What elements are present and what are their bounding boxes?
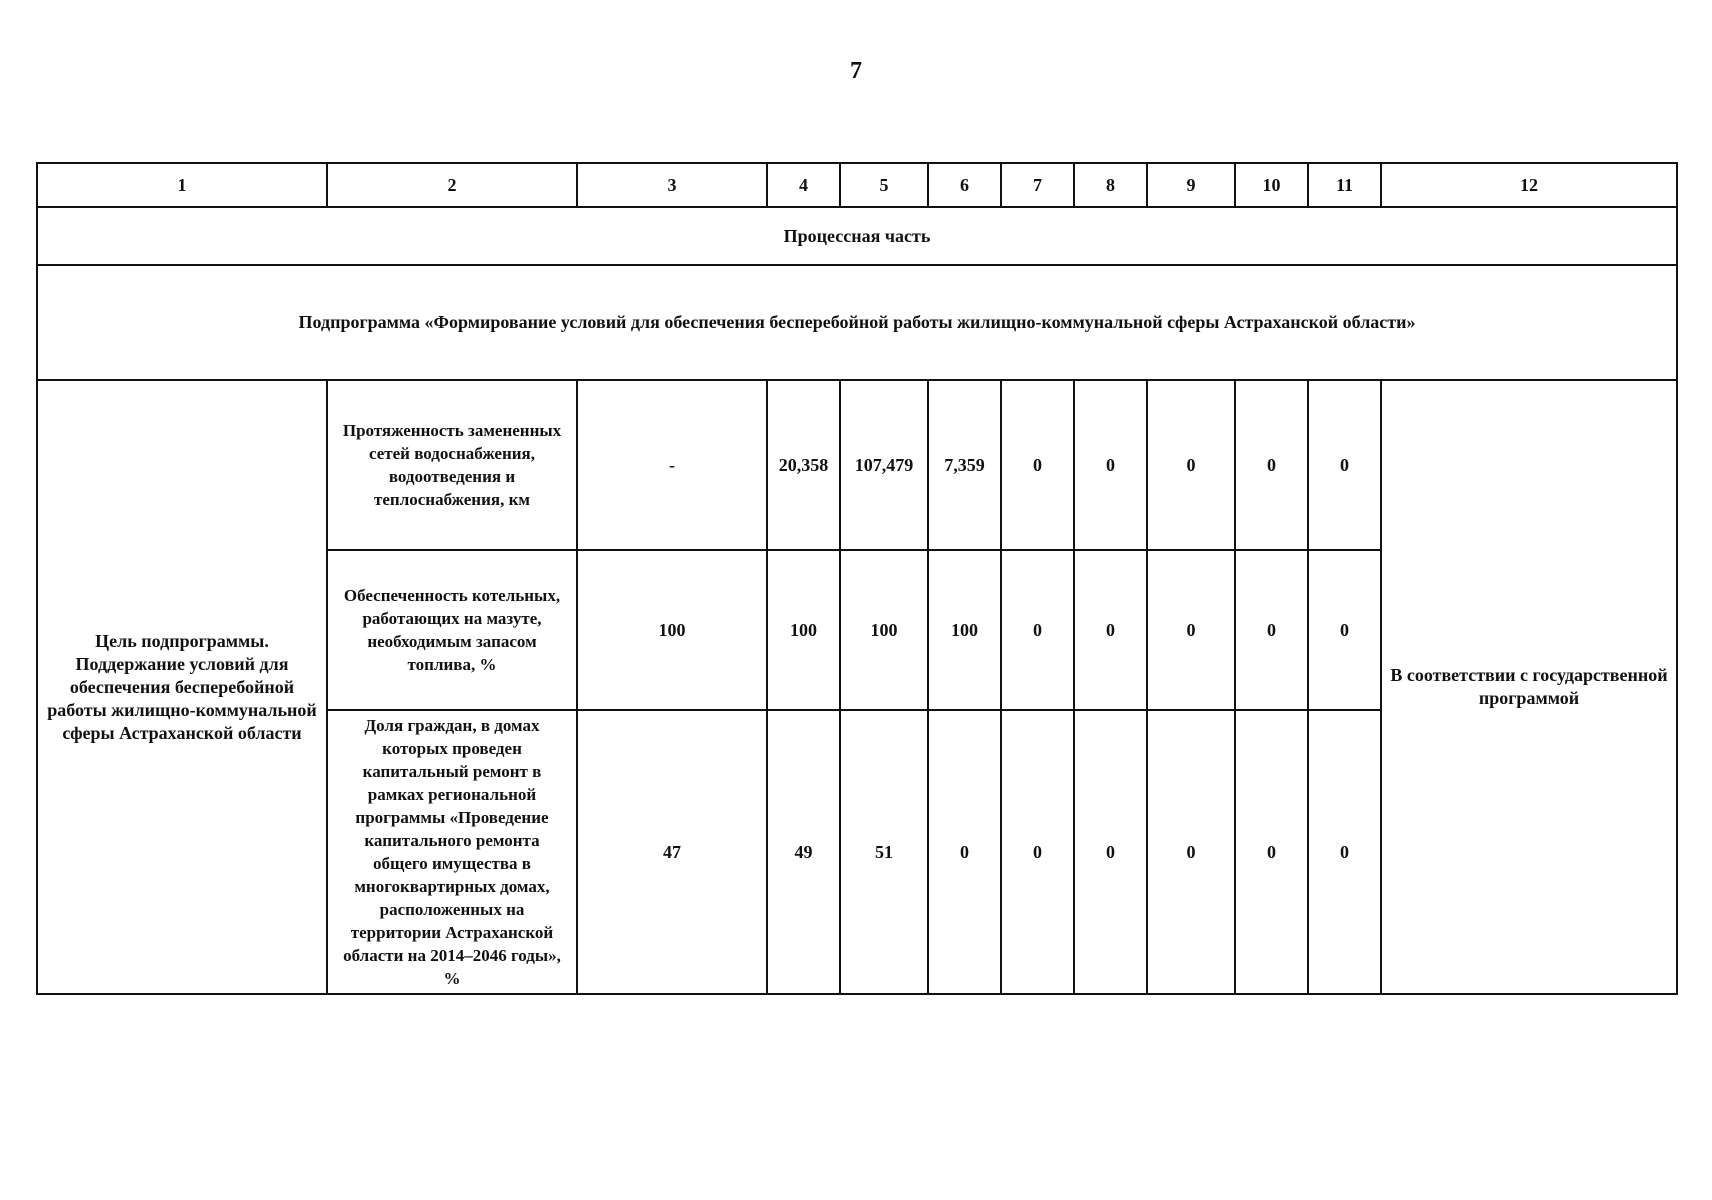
indicator-value: 20,358: [767, 380, 840, 550]
indicator-value: 0: [1074, 550, 1147, 710]
indicator-name: Обеспеченность котельных, работающих на мазуте, необходимым запасом топлива, %: [327, 550, 577, 710]
indicator-value: 7,359: [928, 380, 1001, 550]
indicator-value: 0: [1308, 550, 1381, 710]
subprogram-title: Подпрограмма «Формирование условий для обеспечения бесперебойной работы жилищно-коммунальной сферы Астраханской области»: [37, 265, 1677, 380]
subprogram-row: [37, 265, 1677, 380]
indicator-value: 0: [1235, 710, 1308, 994]
indicator-name: Протяженность замененных сетей водоснабжения, водоотведения и теплоснабжения, км: [327, 380, 577, 550]
indicator-value: 0: [1308, 380, 1381, 550]
indicators-table: [36, 162, 1678, 995]
indicator-value: 107,479: [840, 380, 928, 550]
indicator-value: 100: [928, 550, 1001, 710]
indicator-value: 100: [767, 550, 840, 710]
indicator-value: 47: [577, 710, 767, 994]
indicator-value: 0: [1074, 380, 1147, 550]
compliance-note: В соответствии с государственной программой: [1381, 380, 1677, 994]
column-number-header: 6: [928, 163, 1001, 207]
indicator-value: -: [577, 380, 767, 550]
column-number-header: 1: [37, 163, 327, 207]
section-row: [37, 207, 1677, 265]
column-number-header: 7: [1001, 163, 1074, 207]
column-number-header: 2: [327, 163, 577, 207]
indicator-value: 0: [1147, 550, 1235, 710]
column-number-header: 3: [577, 163, 767, 207]
indicator-value: 0: [1308, 710, 1381, 994]
column-number-header: 11: [1308, 163, 1381, 207]
column-number-header: 4: [767, 163, 840, 207]
column-number-header: 12: [1381, 163, 1677, 207]
column-number-header: 5: [840, 163, 928, 207]
subprogram-goal: Цель подпрограммы. Поддержание условий для обеспечения бесперебойной работы жилищно-коммунальной сферы Астраханской области: [37, 380, 327, 994]
indicator-value: 0: [928, 710, 1001, 994]
column-number-header: 9: [1147, 163, 1235, 207]
column-number-header: 8: [1074, 163, 1147, 207]
section-title: Процессная часть: [37, 207, 1677, 265]
page-number: 7: [850, 58, 862, 84]
column-number-header: 10: [1235, 163, 1308, 207]
table-row: [37, 380, 1677, 550]
indicator-name: Доля граждан, в домах которых проведен капитальный ремонт в рамках региональной программы «Проведение капитального ремонта общего имущества в многоквартирных домах, расположенных на территории Астраханской области на 2014–2046 годы», %: [327, 710, 577, 994]
indicator-value: 0: [1235, 550, 1308, 710]
column-number-row: [37, 163, 1677, 207]
indicator-value: 0: [1001, 380, 1074, 550]
indicator-value: 0: [1074, 710, 1147, 994]
indicator-value: 0: [1147, 710, 1235, 994]
indicator-value: 100: [840, 550, 928, 710]
indicator-value: 49: [767, 710, 840, 994]
indicator-value: 0: [1001, 550, 1074, 710]
indicator-value: 51: [840, 710, 928, 994]
indicator-value: 0: [1001, 710, 1074, 994]
indicator-value: 0: [1235, 380, 1308, 550]
indicator-value: 0: [1147, 380, 1235, 550]
indicator-value: 100: [577, 550, 767, 710]
